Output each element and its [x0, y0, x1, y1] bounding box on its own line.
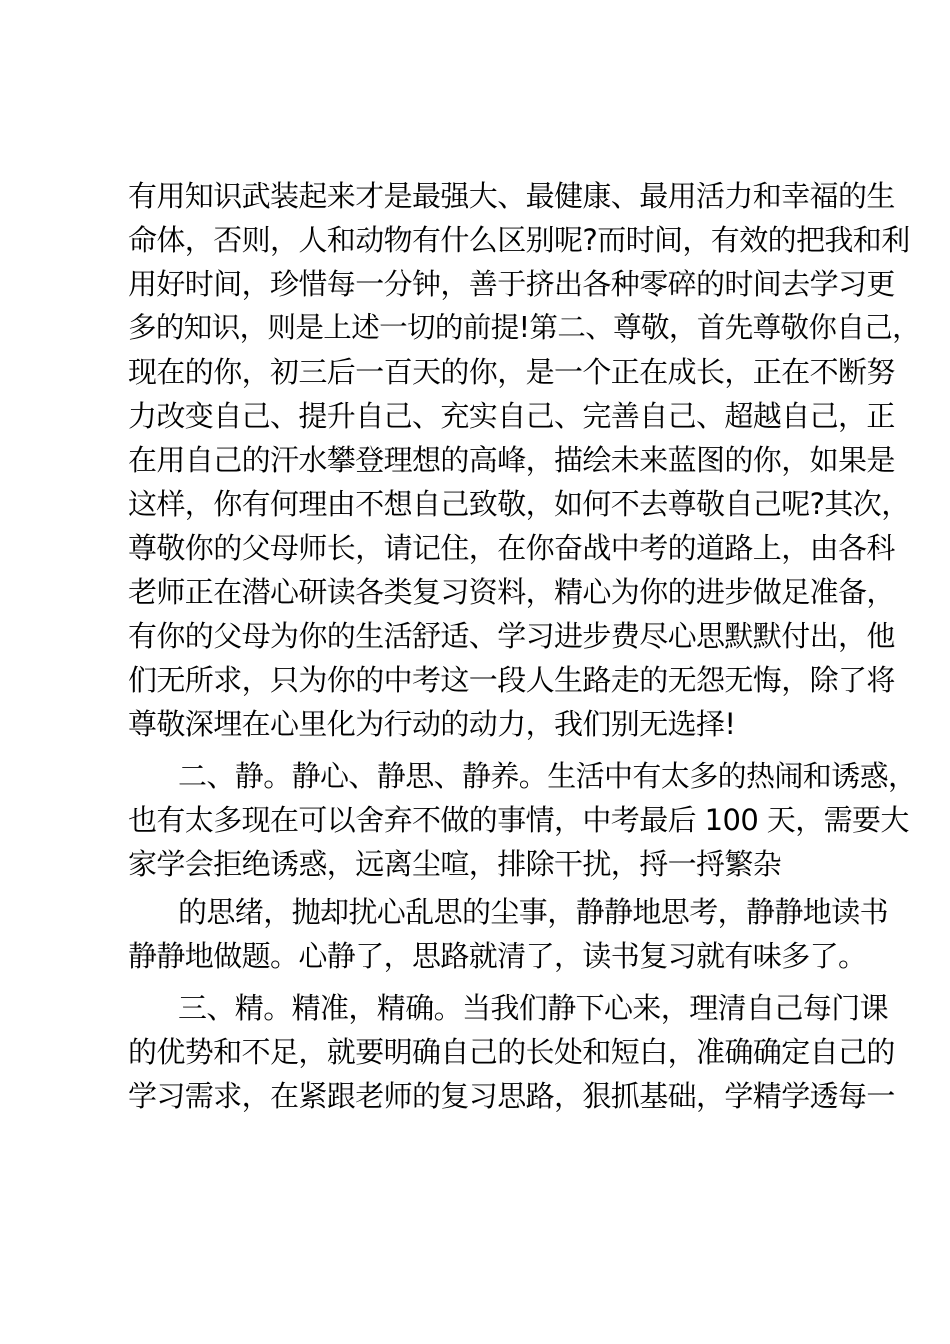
text-line: 也有太多现在可以舍弃不做的事情，中考最后 100 天，需要大	[128, 803, 909, 837]
text-line: 有你的父母为你的生活舒适、学习进步费尽心思默默付出，他	[128, 619, 895, 653]
paragraph-heading-line: 二、静。静心、静思、静养。生活中有太多的热闹和诱惑，	[178, 759, 917, 793]
paragraph-heading-line: 三、精。精准，精确。当我们静下心来，理清自己每门课	[178, 991, 889, 1025]
text-line: 有用知识武装起来才是最强大、最健康、最用活力和幸福的生	[128, 179, 895, 213]
text-line: 学习需求，在紧跟老师的复习思路，狠抓基础，学精学透每一	[128, 1079, 895, 1113]
text-line: 的思绪，抛却扰心乱思的尘事，静静地思考，静静地读书	[178, 895, 889, 929]
text-line: 多的知识，则是上述一切的前提!第二、尊敬，首先尊敬你自己，	[128, 311, 921, 344]
text-line: 现在的你，初三后一百天的你，是一个正在成长，正在不断努	[128, 355, 895, 389]
text-line: 的优势和不足，就要明确自己的长处和短白，准确确定自己的	[128, 1035, 895, 1069]
text-line: 用好时间，珍惜每一分钟，善于挤出各种零碎的时间去学习更	[128, 267, 895, 301]
text-line: 静静地做题。心静了，思路就清了，读书复习就有味多了。	[128, 939, 867, 973]
text-line: 力改变自己、提升自己、充实自己、完善自己、超越自己，正	[128, 399, 895, 433]
text-line: 尊敬深埋在心里化为行动的动力，我们别无选择!	[128, 707, 736, 741]
text-line: 命体，否则，人和动物有什么区别呢?而时间，有效的把我和利	[128, 223, 910, 257]
text-line: 尊敬你的父母师长，请记住，在你奋战中考的道路上，由各科	[128, 531, 895, 565]
text-line: 老师正在潜心研读各类复习资料，精心为你的进步做足准备，	[128, 575, 895, 609]
text-line: 在用自己的汗水攀登理想的高峰，描绘未来蓝图的你，如果是	[128, 443, 895, 477]
text-line: 这样，你有何理由不想自己致敬，如何不去尊敬自己呢?其次，	[128, 487, 910, 521]
text-line: 家学会拒绝诱惑，远离尘喧，排除干扰，捋一捋繁杂	[128, 847, 782, 881]
text-line: 们无所求，只为你的中考这一段人生路走的无怨无悔，除了将	[128, 663, 895, 697]
